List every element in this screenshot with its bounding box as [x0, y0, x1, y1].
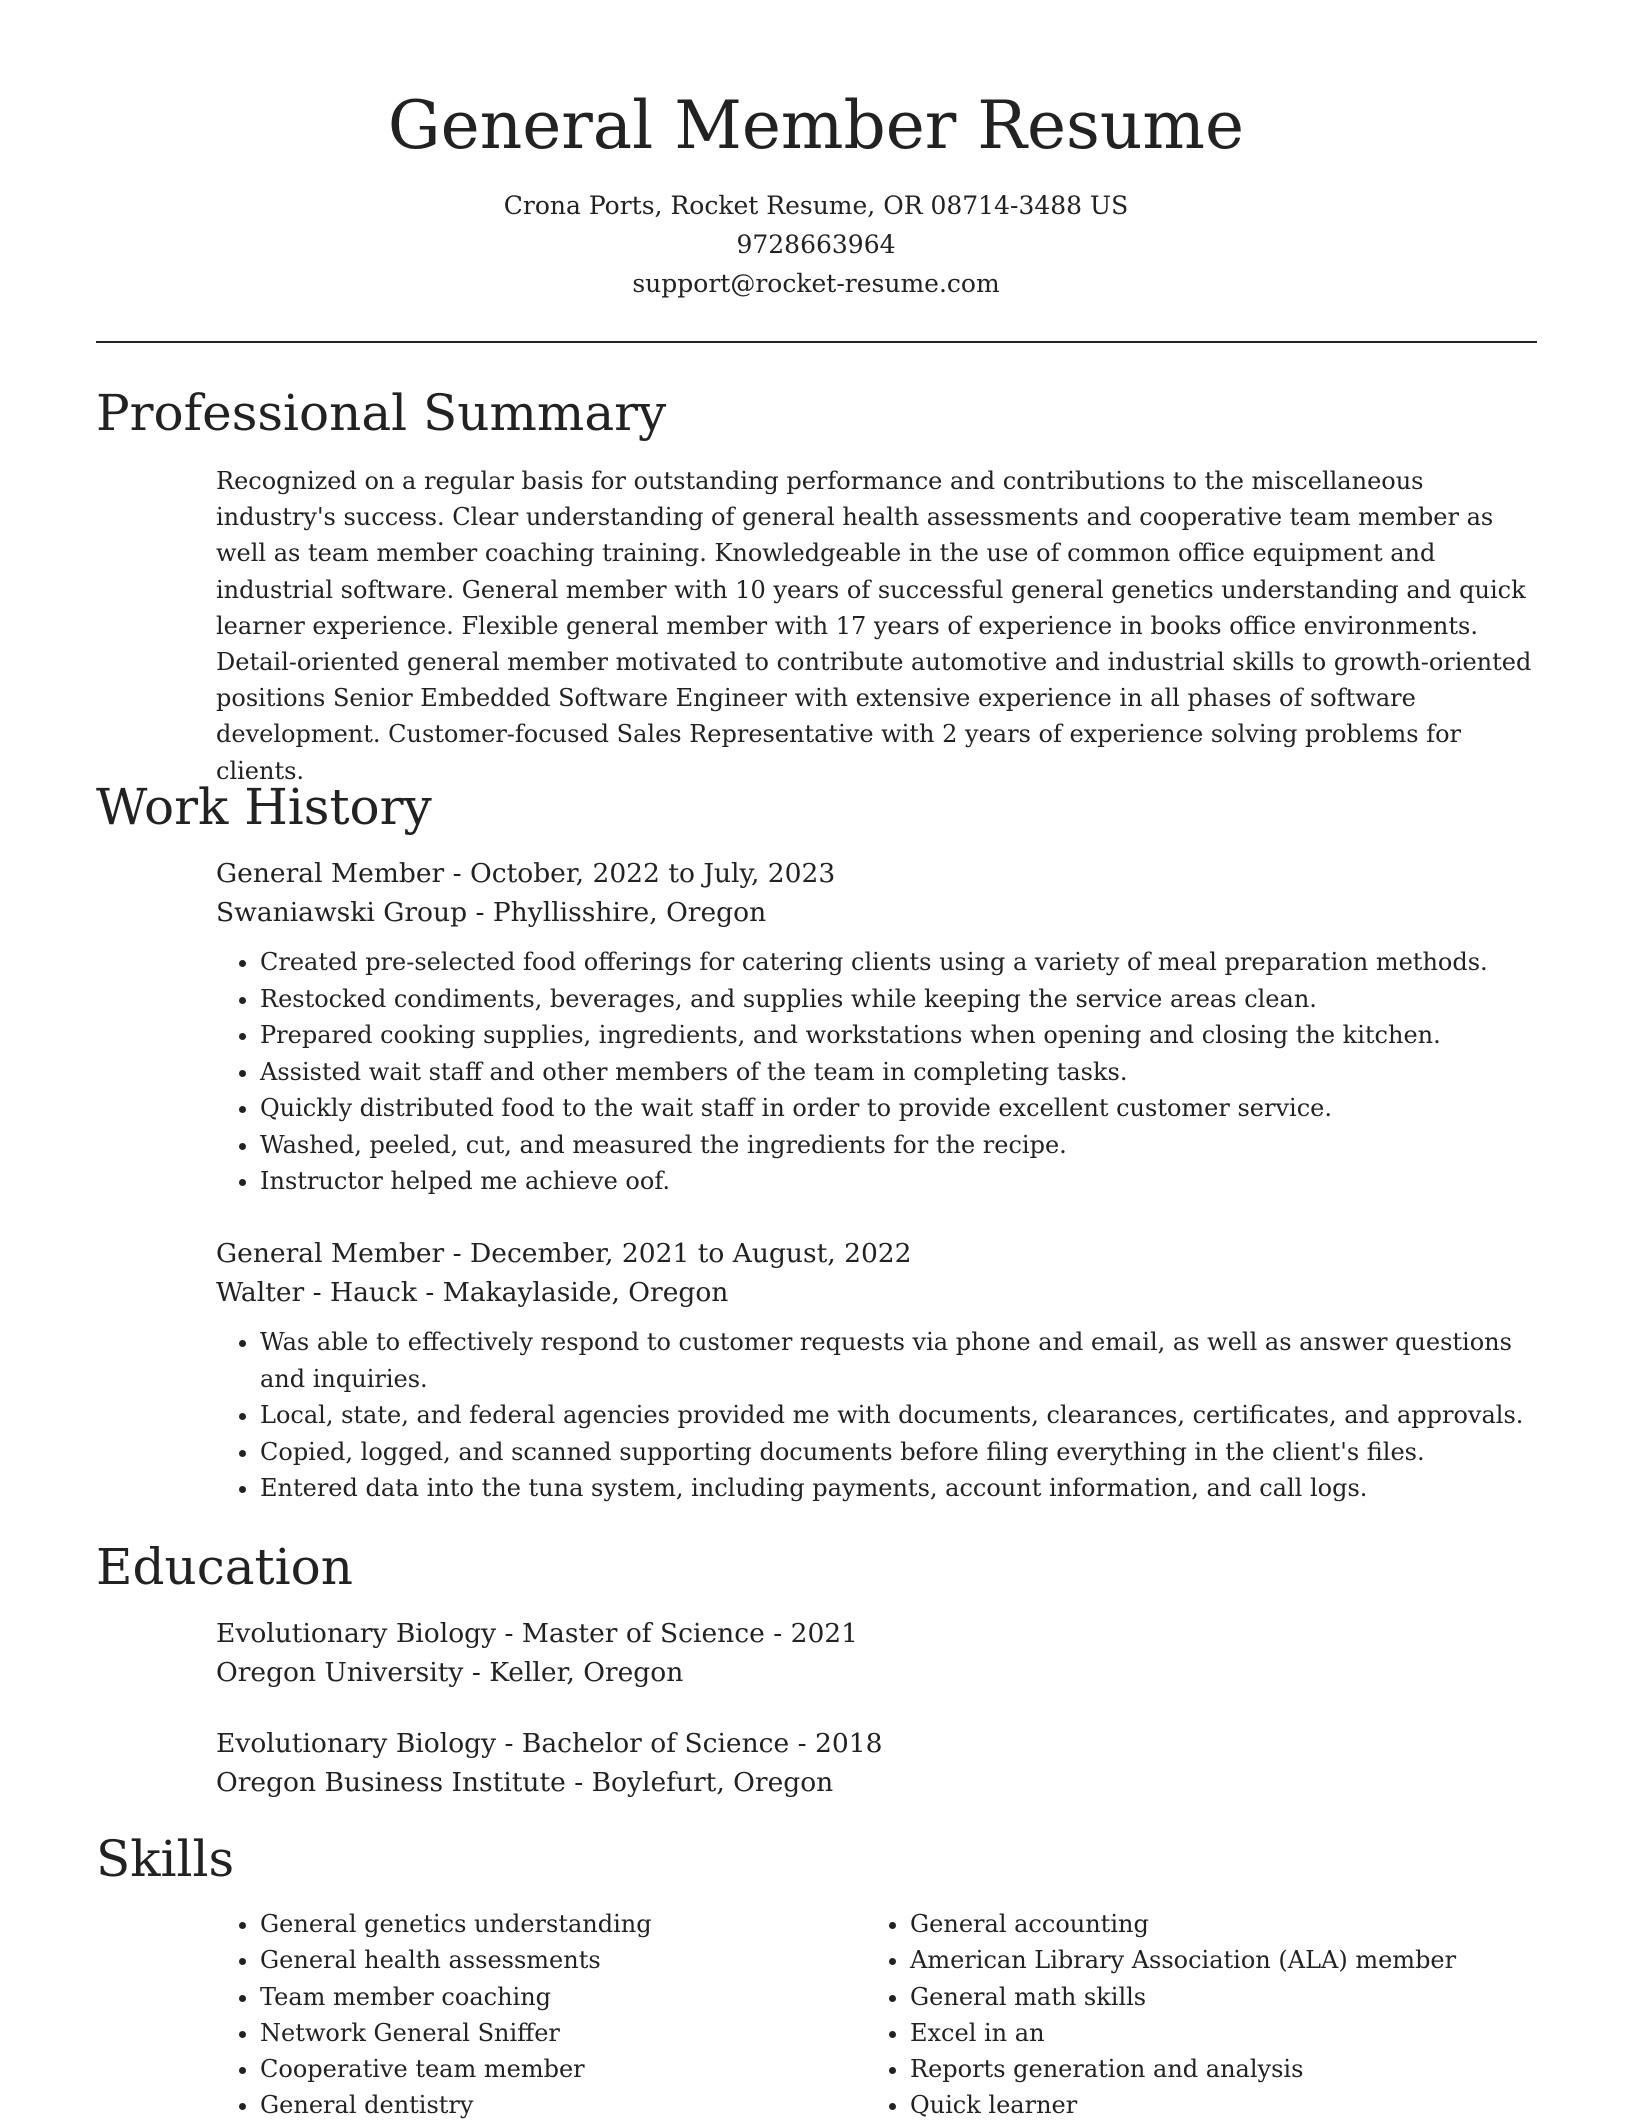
- education-school: Oregon Business Institute: [216, 1767, 566, 1798]
- job-duties-list: [216, 1324, 1536, 1507]
- list-item: • Was able to effectively respond to customer requests via phone and email, as well as answer questions and inquiries.: [260, 1324, 1536, 1397]
- list-item: • General health assessments: [260, 1942, 866, 1978]
- education-degree-line: [216, 1724, 1536, 1763]
- list-item: • Instructor helped me achieve oof.: [260, 1163, 1536, 1200]
- education-school-line: [216, 1763, 1536, 1802]
- list-item: • Restocked condiments, beverages, and supplies while keeping the service areas clean.: [260, 981, 1536, 1018]
- education-location: - Keller, Oregon: [463, 1657, 684, 1688]
- education-location: - Boylefurt, Oregon: [565, 1767, 834, 1798]
- job-title-line: [216, 1234, 1536, 1273]
- education-degree: Evolutionary Biology - Bachelor of Science: [216, 1728, 790, 1759]
- resume-header: [0, 0, 1632, 303]
- list-item: • American Library Association (ALA) member: [910, 1942, 1516, 1978]
- section-title-work-history: Work History: [96, 778, 432, 836]
- contact-address: Crona Ports, Rocket Resume, OR 08714-3488 US: [503, 191, 1129, 220]
- job-entry: [216, 854, 1536, 1200]
- education-degree: Evolutionary Biology - Master of Science: [216, 1618, 765, 1649]
- summary-text: Recognized on a regular basis for outstanding performance and contributions to the miscellaneous industry's success. Clear understanding of general health assessments and cooperative team member as well as team member coaching training. Knowledgeable in the use of common office equipment and industrial software. General member with 10 years of successful general genetics understanding and quick learner experience. Flexible general member with 17 years of experience in books office environments. Detail-oriented general member motivated to contribute automotive and industrial skills to growth-oriented positions Senior Embedded Software Engineer with extensive experience in all phases of software development. Customer-focused Sales Representative with 2 years of experience solving problems for clients.: [216, 467, 1532, 785]
- job-role: General Member: [216, 1238, 445, 1269]
- skills-columns: [216, 1906, 1536, 2124]
- education-school-line: [216, 1653, 1536, 1692]
- list-item: • General dentistry: [260, 2087, 866, 2123]
- education-year: - 2021: [764, 1618, 859, 1649]
- header-divider: [96, 341, 1537, 343]
- job-entry: [216, 1234, 1536, 1507]
- skills-list: [866, 1906, 1516, 2124]
- list-item: • Team member coaching: [260, 1979, 866, 2015]
- job-location: - Makaylaside, Oregon: [416, 1277, 729, 1308]
- education-school: Oregon University: [216, 1657, 464, 1688]
- list-item: • Excel in an: [910, 2015, 1516, 2051]
- list-item: • Created pre-selected food offerings for catering clients using a variety of meal preparation methods.: [260, 944, 1536, 981]
- education-entry: [216, 1614, 1536, 1692]
- skills-column-left: [216, 1906, 866, 2124]
- education-degree-line: [216, 1614, 1536, 1653]
- job-company-line: [216, 1273, 1536, 1312]
- job-company: Swaniawski Group: [216, 897, 468, 928]
- job-title-line: [216, 854, 1536, 893]
- contact-phone: 9728663964: [736, 230, 896, 259]
- list-item: • Prepared cooking supplies, ingredients, and workstations when opening and closing the kitchen.: [260, 1017, 1536, 1054]
- education-entry: [216, 1724, 1536, 1802]
- job-role: General Member: [216, 858, 445, 889]
- contact-email: support@rocket-resume.com: [632, 269, 1000, 298]
- resume-title: General Member Resume: [387, 87, 1245, 164]
- list-item: • Washed, peeled, cut, and measured the ingredients for the recipe.: [260, 1127, 1536, 1164]
- list-item: • Reports generation and analysis: [910, 2051, 1516, 2087]
- section-title-education: Education: [96, 1538, 353, 1596]
- list-item: • General genetics understanding: [260, 1906, 866, 1942]
- skills-list: [216, 1906, 866, 2124]
- job-duties-list: [216, 944, 1536, 1200]
- section-title-summary: Professional Summary: [96, 384, 667, 442]
- job-location: - Phyllisshire, Oregon: [467, 897, 767, 928]
- list-item: • Local, state, and federal agencies provided me with documents, clearances, certificates, and approvals.: [260, 1397, 1536, 1434]
- list-item: • General accounting: [910, 1906, 1516, 1942]
- list-item: • Quickly distributed food to the wait staff in order to provide excellent customer service.: [260, 1090, 1536, 1127]
- job-company: Walter - Hauck: [216, 1277, 417, 1308]
- summary-block: [216, 463, 1536, 789]
- job-dates: - October, 2022 to July, 2023: [444, 858, 836, 889]
- education-year: - 2018: [789, 1728, 883, 1759]
- list-item: • Cooperative team member: [260, 2051, 866, 2087]
- list-item: • Copied, logged, and scanned supporting documents before filing everything in the client's files.: [260, 1434, 1536, 1471]
- skills-column-right: [866, 1906, 1516, 2124]
- job-dates: - December, 2021 to August, 2022: [444, 1238, 912, 1269]
- job-company-line: [216, 893, 1536, 932]
- list-item: • Assisted wait staff and other members of the team in completing tasks.: [260, 1054, 1536, 1091]
- list-item: • Quick learner: [910, 2087, 1516, 2123]
- list-item: • General math skills: [910, 1979, 1516, 2015]
- list-item: • Entered data into the tuna system, including payments, account information, and call logs.: [260, 1470, 1536, 1507]
- contact-info: [0, 186, 1632, 303]
- list-item: • Network General Sniffer: [260, 2015, 866, 2051]
- section-title-skills: Skills: [96, 1830, 235, 1888]
